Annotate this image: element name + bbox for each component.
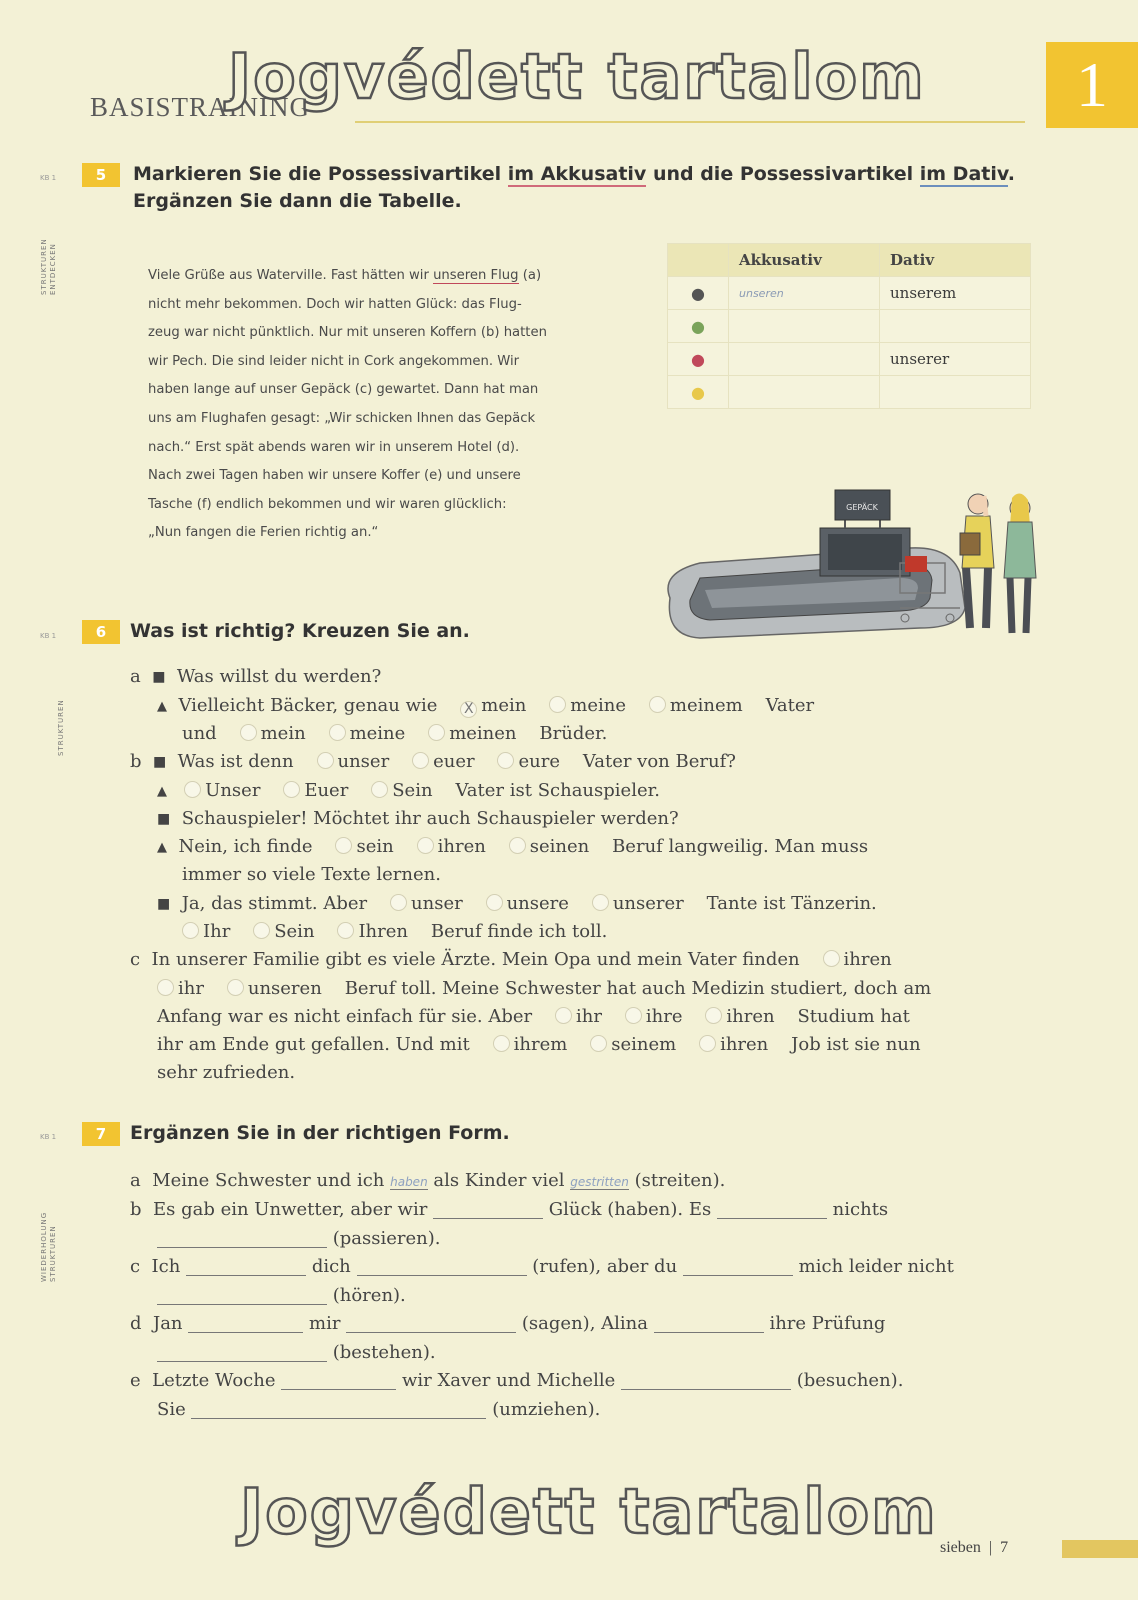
ex6-b-question3-cont: Ihr Sein Ihren Beruf finde ich toll. — [182, 918, 607, 946]
checkbox[interactable] — [549, 696, 566, 713]
checkbox[interactable] — [493, 1035, 510, 1052]
side-label-7: WIEDERHOLUNG STRUKTUREN — [40, 1211, 57, 1282]
side-label-6: STRUKTUREN — [57, 699, 65, 756]
fill-gap[interactable] — [186, 1257, 306, 1276]
fill-gap[interactable] — [157, 1286, 327, 1305]
ex6-b-response1: ▲ Unser Euer Sein Vater ist Schauspieler. — [157, 780, 660, 801]
checkbox[interactable] — [590, 1035, 607, 1052]
fill-gap[interactable] — [281, 1371, 396, 1390]
gender-dot: ● — [668, 376, 729, 409]
fill-gap[interactable] — [346, 1314, 516, 1333]
fill-gap[interactable] — [157, 1343, 327, 1362]
checkbox[interactable] — [497, 752, 514, 769]
ex6-c-line3: Anfang war es nicht einfach für sie. Aber ihr ihre ihren Studium hat — [157, 1006, 910, 1027]
ex6-a-question: a ■ Was willst du werden? — [130, 666, 382, 687]
table-cell[interactable]: unseren — [729, 277, 880, 310]
section-title: BASISTRAINING — [90, 92, 311, 122]
table-header-dativ: Dativ — [880, 244, 1031, 277]
ex7-d-cont: (bestehen). — [157, 1339, 436, 1367]
checkbox[interactable] — [705, 1007, 722, 1024]
table-row — [668, 277, 1031, 310]
table-cell[interactable]: unserem — [880, 277, 1031, 310]
checkbox[interactable] — [335, 837, 352, 854]
table-cell[interactable] — [729, 310, 880, 343]
checkbox[interactable] — [823, 950, 840, 967]
fill-gap[interactable] — [157, 1229, 327, 1248]
checkbox[interactable] — [509, 837, 526, 854]
page-footer: sieben | 7 — [940, 1539, 1009, 1556]
fill-gap[interactable] — [433, 1200, 543, 1219]
exercise-5-number: 5 — [82, 163, 120, 187]
exercise-7-number: 7 — [82, 1122, 120, 1146]
ex6-b-question3: ■ Ja, das stimmt. Aber unser unsere unserer Tante ist Tänzerin. — [157, 893, 877, 914]
ex6-b-response2: ▲ Nein, ich finde sein ihren seinen Beruf langweilig. Man muss — [157, 836, 869, 857]
ex7-b: b Es gab ein Unwetter, aber wir Glück (haben). Es nichts — [130, 1199, 889, 1220]
exercise-6-number: 6 — [82, 620, 120, 644]
ex6-b-question2: ■ Schauspieler! Möchtet ihr auch Schauspieler werden? — [157, 808, 679, 829]
checkbox[interactable]: X — [460, 701, 477, 718]
checkbox[interactable] — [486, 894, 503, 911]
checkbox[interactable] — [428, 724, 445, 741]
handwritten-answer[interactable]: gestritten — [570, 1175, 629, 1189]
fill-gap[interactable] — [683, 1257, 793, 1276]
ex7-c: c Ich dich (rufen), aber du mich leider nicht — [130, 1256, 954, 1277]
ex6-c-line2: ihr unseren Beruf toll. Meine Schwester hat auch Medizin studiert, doch am — [157, 975, 931, 1003]
checkbox[interactable] — [390, 894, 407, 911]
fill-gap[interactable] — [191, 1400, 486, 1419]
ex7-b-cont: (passieren). — [157, 1225, 441, 1253]
table-cell[interactable] — [729, 343, 880, 376]
fill-gap[interactable] — [654, 1314, 764, 1333]
fill-gap[interactable] — [717, 1200, 827, 1219]
exercise-5-title: Markieren Sie die Possessivartikel im Akkusativ und die Possessivartikel im Dativ. Ergänzen Sie dann die Tabelle. — [133, 163, 1015, 212]
kb-label-6: KB 1 — [40, 632, 57, 640]
ex7-e-cont: Sie (umziehen). — [157, 1399, 601, 1420]
table-cell[interactable] — [880, 376, 1031, 409]
table-row — [668, 343, 1031, 376]
ex6-c-line5: sehr zufrieden. — [157, 1062, 296, 1083]
ex7-c-cont: (hören). — [157, 1282, 406, 1310]
checkbox[interactable] — [417, 837, 434, 854]
ex6-b-response2-cont: immer so viele Texte lernen. — [182, 864, 441, 885]
chapter-tab: 1 — [1046, 42, 1138, 128]
kb-label-7: KB 1 — [40, 1133, 57, 1141]
handwritten-answer[interactable]: haben — [390, 1175, 428, 1189]
checkbox[interactable] — [412, 752, 429, 769]
checkbox[interactable] — [157, 979, 174, 996]
ex7-e: e Letzte Woche wir Xaver und Michelle (besuchen). — [130, 1370, 904, 1391]
ex6-b-question: b ■ Was ist denn unser euer eure Vater von Beruf? — [130, 751, 736, 772]
kb-label-5: KB 1 — [40, 174, 57, 182]
gender-dot: ● — [668, 310, 729, 343]
checkbox[interactable] — [253, 922, 270, 939]
ex7-d: d Jan mir (sagen), Alina ihre Prüfung — [130, 1313, 886, 1334]
exercise-7-title: Ergänzen Sie in der richtigen Form. — [130, 1122, 510, 1144]
ex6-a-answer-line1: ▲ Vielleicht Bäcker, genau wie X mein meine meinem Vater — [157, 695, 815, 717]
watermark-top: Jogvédett tartalom — [228, 40, 926, 113]
ex6-a-answer-line2: und mein meine meinen Brüder. — [182, 723, 608, 744]
watermark-bottom: Jogvédett tartalom — [240, 1475, 938, 1548]
gender-dot: ● — [668, 343, 729, 376]
checkbox[interactable] — [182, 922, 199, 939]
checkbox[interactable] — [337, 922, 354, 939]
table-header-akkusativ: Akkusativ — [729, 244, 880, 277]
table-row — [668, 310, 1031, 343]
checkbox[interactable] — [317, 752, 334, 769]
checkbox[interactable] — [240, 724, 257, 741]
checkbox[interactable] — [592, 894, 609, 911]
fill-gap[interactable] — [621, 1371, 791, 1390]
table-cell[interactable] — [729, 376, 880, 409]
checkbox[interactable] — [227, 979, 244, 996]
checkbox[interactable] — [184, 781, 201, 798]
side-label-5: STRUKTUREN ENTDECKEN — [40, 238, 57, 295]
header-rule — [355, 121, 1025, 123]
carousel-sign: GEPÄCK — [846, 503, 878, 512]
checkbox[interactable] — [625, 1007, 642, 1024]
ex7-a: a Meine Schwester und ich haben als Kinder viel gestritten (streiten). — [130, 1170, 726, 1191]
table-cell[interactable]: unserer — [880, 343, 1031, 376]
exercise-6-title: Was ist richtig? Kreuzen Sie an. — [130, 620, 470, 642]
checkbox[interactable] — [329, 724, 346, 741]
checkbox[interactable] — [699, 1035, 716, 1052]
fill-gap[interactable] — [188, 1314, 303, 1333]
checkbox[interactable] — [649, 696, 666, 713]
gender-dot: ● — [668, 277, 729, 310]
table-cell[interactable] — [880, 310, 1031, 343]
checkbox[interactable] — [555, 1007, 572, 1024]
checkbox[interactable] — [371, 781, 388, 798]
footer-tab — [1062, 1540, 1138, 1558]
ex6-c-line1: c In unserer Familie gibt es viele Ärzte. Mein Opa und mein Vater finden ihren — [130, 949, 892, 970]
exercise-5-text: Viele Grüße aus Waterville. Fast hätten wir unseren Flug (a) nicht mehr bekommen. Doch wir hatten Glück: das Flug- zeug war nicht pünktlich. Nur mit unseren Koffern (b) hatten wir Pech. Die sind leider nicht in Cork angekommen. Wir haben lange auf unser Gepäck (c) gewartet. Dann hat man uns am Flughafen gesagt: „Wir schicken Ihnen das Gepäck nach.“ Erst spät abends waren wir in unserem Hotel (d). Nach zwei Tagen haben wir unsere Koffer (e) und unsere Tasche (f) endlich bekommen und wir waren glücklich: „Nun fangen die Ferien richtig an.“ — [148, 268, 547, 541]
possessive-table — [667, 243, 1031, 409]
checkbox[interactable] — [283, 781, 300, 798]
baggage-carousel-illustration — [660, 478, 1060, 648]
table-row — [668, 376, 1031, 409]
fill-gap[interactable] — [357, 1257, 527, 1276]
ex6-c-line4: ihr am Ende gut gefallen. Und mit ihrem seinem ihren Job ist sie nun — [157, 1034, 921, 1055]
